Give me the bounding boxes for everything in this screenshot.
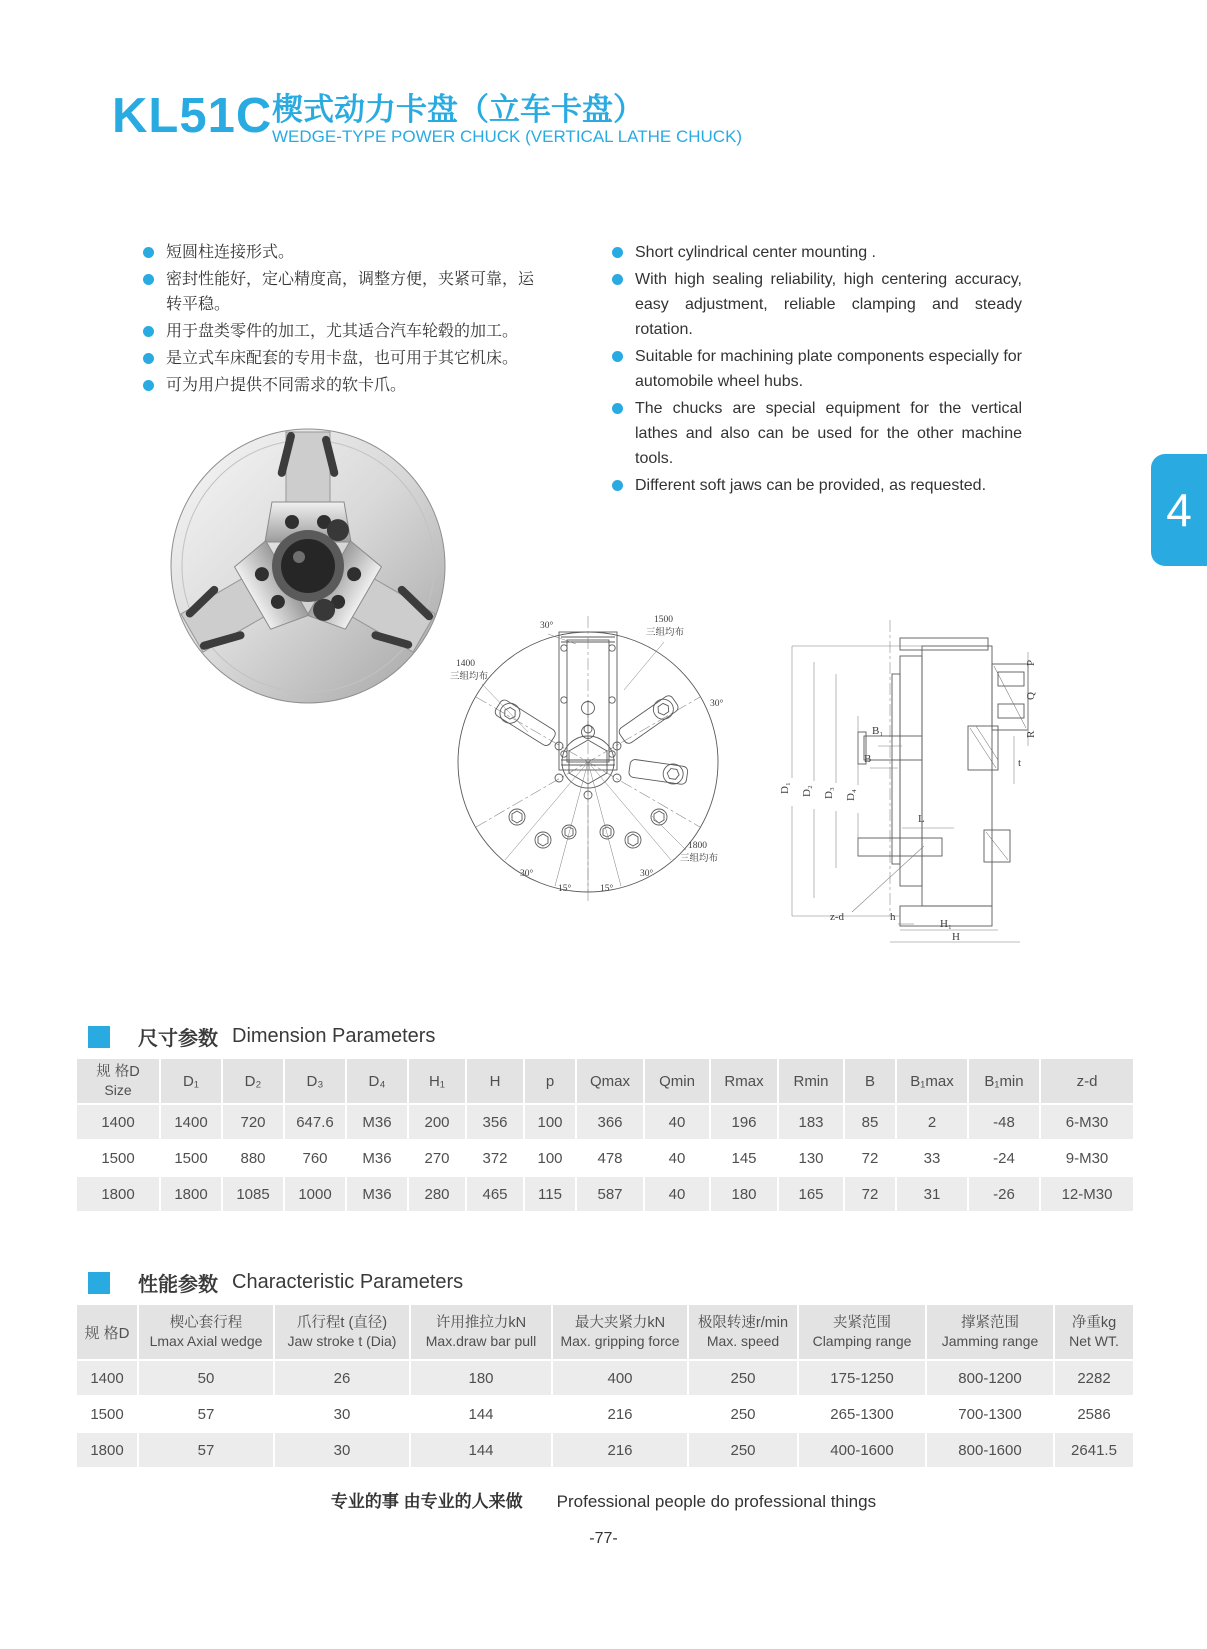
table-cell: 2641.5 — [1054, 1432, 1134, 1468]
heading-en: Characteristic Parameters — [232, 1271, 464, 1293]
table-cell: 465 — [466, 1176, 524, 1212]
heading-dimension-parameters — [88, 1022, 435, 1051]
col-header: D₂ — [222, 1058, 284, 1104]
characteristic-table-header-row — [76, 1304, 1134, 1360]
feature-text: Short cylindrical center mounting . — [635, 244, 876, 261]
dimension-table-container — [75, 1057, 1133, 1213]
table-cell: 165 — [778, 1176, 844, 1212]
col-header: H₁ — [408, 1058, 466, 1104]
section-t-label: t — [1018, 757, 1022, 769]
col-header: B₁min — [968, 1058, 1040, 1104]
col-header: Qmax — [576, 1058, 644, 1104]
table-cell: 1400 — [76, 1360, 138, 1396]
table-row — [76, 1140, 1134, 1176]
feature-item — [143, 267, 543, 317]
table-cell: M36 — [346, 1140, 408, 1176]
table-cell: 587 — [576, 1176, 644, 1212]
product-photo-chuck — [150, 418, 462, 710]
table-cell: 115 — [524, 1176, 576, 1212]
table-cell: 40 — [644, 1104, 710, 1140]
table-cell: 183 — [778, 1104, 844, 1140]
table-cell: M36 — [346, 1176, 408, 1212]
feature-text: 是立式车床配套的专用卡盘，也可用于其它机床。 — [166, 350, 519, 367]
front-angle-right-label: 30° — [710, 699, 724, 709]
table-cell: 175-1250 — [798, 1360, 926, 1396]
col-header: D₃ — [284, 1058, 346, 1104]
table-cell: 30 — [274, 1432, 410, 1468]
col-header-size: 规 格D Size — [76, 1058, 160, 1104]
col-header: z-d — [1040, 1058, 1134, 1104]
table-cell: 800-1200 — [926, 1360, 1054, 1396]
front-angle-br-label: 30° — [640, 869, 654, 879]
feature-text: 用于盘类零件的加工，尤其适合汽车轮毂的加工。 — [166, 323, 519, 340]
footer-slogan-zh: 专业的事 由专业的人来做 — [330, 1492, 523, 1511]
table-cell: 880 — [222, 1140, 284, 1176]
table-cell: 1400 — [160, 1104, 222, 1140]
col-header: Rmin — [778, 1058, 844, 1104]
table-cell: 356 — [466, 1104, 524, 1140]
chapter-tab[interactable] — [1151, 454, 1207, 566]
col-header: 楔心套行程 Lmax Axial wedge — [138, 1304, 274, 1360]
front-dim-1400-note: 三组均布 — [450, 672, 489, 682]
table-row — [76, 1396, 1134, 1432]
table-cell: 216 — [552, 1396, 688, 1432]
table-cell: M36 — [346, 1104, 408, 1140]
section-view-drawing — [772, 616, 1047, 948]
characteristic-table — [75, 1303, 1135, 1469]
section-b-label: B — [864, 753, 872, 765]
product-model: KL51C — [112, 89, 273, 143]
front-angle-bl-label: 30° — [520, 869, 534, 879]
table-cell: 1500 — [76, 1396, 138, 1432]
table-cell: 100 — [524, 1140, 576, 1176]
col-header-size: 规 格D — [76, 1304, 138, 1360]
col-header: B₁max — [896, 1058, 968, 1104]
table-cell: 100 — [524, 1104, 576, 1140]
table-cell: 250 — [688, 1432, 798, 1468]
table-cell: 72 — [844, 1140, 896, 1176]
col-header: D₄ — [346, 1058, 408, 1104]
feature-item — [143, 346, 543, 371]
table-cell: -48 — [968, 1104, 1040, 1140]
feature-list-zh — [143, 240, 543, 400]
table-cell: 478 — [576, 1140, 644, 1176]
table-cell: 760 — [284, 1140, 346, 1176]
section-p-label: P — [1025, 659, 1037, 666]
table-cell: 6-M30 — [1040, 1104, 1134, 1140]
table-cell: 2586 — [1054, 1396, 1134, 1432]
front-dim-1800-note: 三组均布 — [680, 854, 719, 864]
table-cell: 145 — [710, 1140, 778, 1176]
feature-item — [612, 396, 1022, 471]
col-header: 爪行程t (直径) Jaw stroke t (Dia) — [274, 1304, 410, 1360]
bullet-icon — [143, 274, 154, 285]
table-cell: 144 — [410, 1396, 552, 1432]
col-header: Qmin — [644, 1058, 710, 1104]
table-cell: 270 — [408, 1140, 466, 1176]
front-angle-top-label: 30° — [540, 621, 554, 631]
page-number: -77- — [589, 1530, 618, 1547]
table-cell: 1800 — [76, 1176, 160, 1212]
square-bullet-icon — [88, 1026, 110, 1048]
bullet-icon — [612, 403, 623, 414]
dimension-table-body — [76, 1104, 1134, 1212]
heading-characteristic-parameters — [88, 1268, 463, 1297]
table-cell: 26 — [274, 1360, 410, 1396]
section-hcap-label: H — [952, 931, 960, 943]
table-cell: 800-1600 — [926, 1432, 1054, 1468]
section-d2-label: D₂ — [801, 785, 813, 797]
table-cell: 85 — [844, 1104, 896, 1140]
col-header: 撑紧范围 Jamming range — [926, 1304, 1054, 1360]
section-d3-label: D₃ — [823, 787, 835, 799]
feature-item — [143, 319, 543, 344]
table-cell: 31 — [896, 1176, 968, 1212]
table-cell: 30 — [274, 1396, 410, 1432]
col-header: B — [844, 1058, 896, 1104]
bullet-icon — [143, 326, 154, 337]
table-cell: 2 — [896, 1104, 968, 1140]
feature-text: Suitable for machining plate components especially for automobile wheel hubs. — [635, 348, 1022, 390]
table-cell: 647.6 — [284, 1104, 346, 1140]
table-cell: 265-1300 — [798, 1396, 926, 1432]
dimension-table-header-row — [76, 1058, 1134, 1104]
table-cell: 180 — [410, 1360, 552, 1396]
col-header: 最大夹紧力kN Max. gripping force — [552, 1304, 688, 1360]
table-cell: 700-1300 — [926, 1396, 1054, 1432]
table-cell: 250 — [688, 1396, 798, 1432]
table-cell: 1085 — [222, 1176, 284, 1212]
col-header: 极限转速r/min Max. speed — [688, 1304, 798, 1360]
table-cell: 57 — [138, 1396, 274, 1432]
col-header: p — [524, 1058, 576, 1104]
table-cell: 33 — [896, 1140, 968, 1176]
col-header: 净重kg Net WT. — [1054, 1304, 1134, 1360]
table-cell: -24 — [968, 1140, 1040, 1176]
feature-item — [143, 240, 543, 265]
table-cell: 40 — [644, 1176, 710, 1212]
table-cell: 1000 — [284, 1176, 346, 1212]
col-header: Rmax — [710, 1058, 778, 1104]
table-cell: 1800 — [160, 1176, 222, 1212]
section-d4-label: D₄ — [845, 789, 857, 801]
table-row — [76, 1176, 1134, 1212]
product-title-zh: 楔式动力卡盘（立车卡盘） — [272, 92, 644, 127]
col-header: 夹紧范围 Clamping range — [798, 1304, 926, 1360]
feature-text: The chucks are special equipment for the vertical lathes and also can be used for the other machine tools. — [635, 400, 1022, 467]
front-dim-1800-label: 1800 — [688, 841, 707, 851]
table-cell: 400 — [552, 1360, 688, 1396]
bullet-icon — [612, 274, 623, 285]
col-header: D₁ — [160, 1058, 222, 1104]
feature-item — [612, 344, 1022, 394]
table-cell: 1500 — [76, 1140, 160, 1176]
table-row — [76, 1432, 1134, 1468]
feature-text: Different soft jaws can be provided, as requested. — [635, 477, 987, 494]
table-cell: 50 — [138, 1360, 274, 1396]
table-cell: 372 — [466, 1140, 524, 1176]
front-dim-1500-note: 三组均布 — [646, 628, 685, 638]
section-zd-label: z-d — [830, 911, 845, 923]
front-angle-r15-label: 15° — [600, 884, 614, 894]
table-cell: 400-1600 — [798, 1432, 926, 1468]
feature-text: 短圆柱连接形式。 — [166, 244, 295, 261]
table-row — [76, 1360, 1134, 1396]
bullet-icon — [612, 351, 623, 362]
footer-slogan-en: Professional people do professional things — [556, 1492, 877, 1511]
front-angle-l15-label: 15° — [558, 884, 572, 894]
col-header: 许用推拉力kN Max.draw bar pull — [410, 1304, 552, 1360]
table-cell: 130 — [778, 1140, 844, 1176]
bullet-icon — [612, 480, 623, 491]
table-row — [76, 1104, 1134, 1140]
section-q-label: Q — [1025, 692, 1037, 700]
bullet-icon — [143, 247, 154, 258]
table-cell: 40 — [644, 1140, 710, 1176]
feature-item — [612, 267, 1022, 342]
feature-item — [143, 373, 543, 398]
table-cell: -26 — [968, 1176, 1040, 1212]
table-cell: 72 — [844, 1176, 896, 1212]
front-view-drawing — [448, 610, 740, 908]
bullet-icon — [612, 247, 623, 258]
feature-item — [612, 473, 1022, 498]
characteristic-table-container — [75, 1303, 1133, 1469]
table-cell: 1800 — [76, 1432, 138, 1468]
section-d1-label: D₁ — [779, 782, 791, 794]
table-cell: 1400 — [76, 1104, 160, 1140]
front-dim-1500-label: 1500 — [654, 615, 673, 625]
feature-list-en — [612, 240, 1022, 500]
feature-text: 可为用户提供不同需求的软卡爪。 — [166, 377, 407, 394]
heading-zh: 性能参数 — [138, 1274, 218, 1296]
section-b1-label: B₁ — [872, 725, 884, 737]
table-cell: 250 — [688, 1360, 798, 1396]
section-h1-label: H₁ — [940, 918, 952, 930]
product-title-en: WEDGE-TYPE POWER CHUCK (VERTICAL LATHE CHUCK) — [272, 127, 743, 146]
table-cell: 280 — [408, 1176, 466, 1212]
bullet-icon — [143, 380, 154, 391]
section-r-label: R — [1025, 730, 1037, 738]
col-header: H — [466, 1058, 524, 1104]
table-cell: 196 — [710, 1104, 778, 1140]
heading-zh: 尺寸参数 — [138, 1028, 218, 1050]
table-cell: 2282 — [1054, 1360, 1134, 1396]
dimension-table — [75, 1057, 1135, 1213]
front-dim-1400-label: 1400 — [456, 659, 475, 669]
heading-en: Dimension Parameters — [232, 1025, 436, 1047]
square-bullet-icon — [88, 1272, 110, 1294]
footer-slogan — [0, 1487, 1207, 1512]
feature-text: With high sealing reliability, high centering accuracy, easy adjustment, reliable clamping and steady rotation. — [635, 271, 1022, 338]
chapter-number: 4 — [1166, 484, 1192, 536]
feature-item — [612, 240, 1022, 265]
table-cell: 720 — [222, 1104, 284, 1140]
table-cell: 180 — [710, 1176, 778, 1212]
table-cell: 366 — [576, 1104, 644, 1140]
table-cell: 200 — [408, 1104, 466, 1140]
bullet-icon — [143, 353, 154, 364]
table-cell: 12-M30 — [1040, 1176, 1134, 1212]
table-cell: 1500 — [160, 1140, 222, 1176]
characteristic-table-body — [76, 1360, 1134, 1468]
table-cell: 144 — [410, 1432, 552, 1468]
table-cell: 216 — [552, 1432, 688, 1468]
table-cell: 57 — [138, 1432, 274, 1468]
table-cell: 9-M30 — [1040, 1140, 1134, 1176]
section-l-label: L — [918, 813, 925, 825]
section-h-label: h — [890, 911, 896, 923]
feature-text: 密封性能好，定心精度高，调整方便，夹紧可靠，运转平稳。 — [166, 271, 535, 313]
